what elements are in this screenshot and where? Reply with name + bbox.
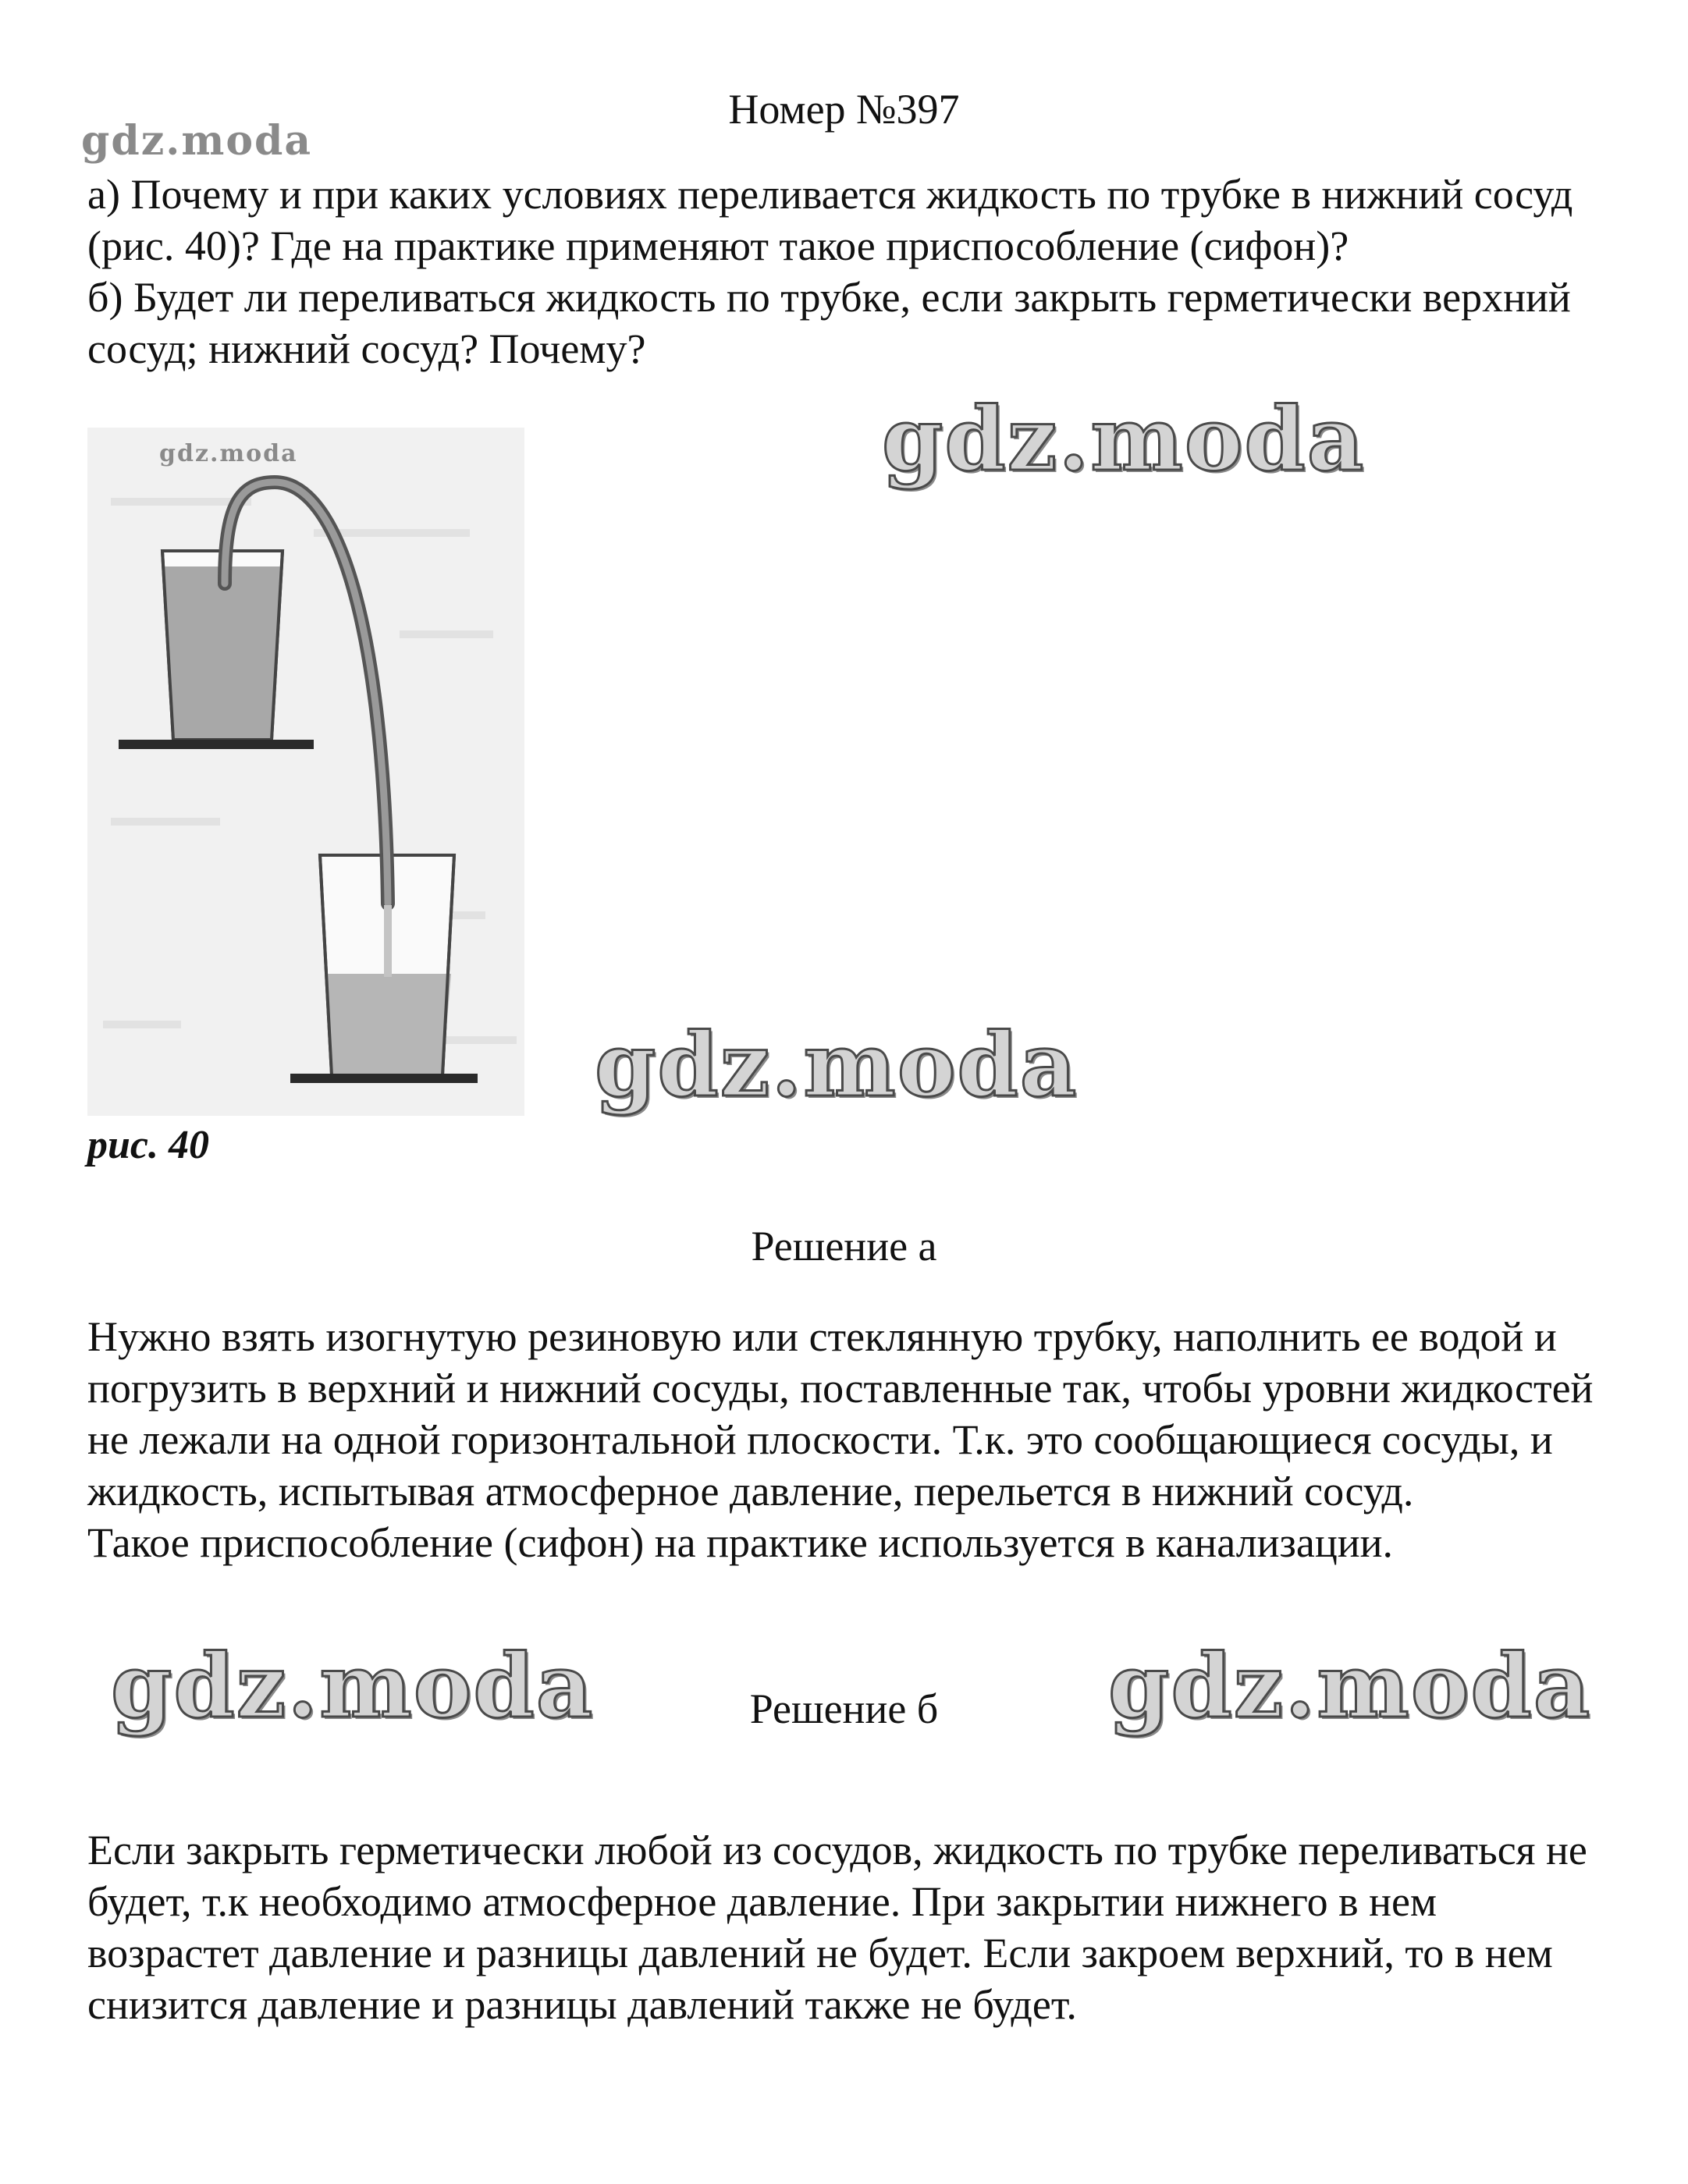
solution-a-heading: Решение а [751,1223,937,1270]
figure-caption: рис. 40 [87,1123,209,1167]
solution-a-paragraph-2: Такое приспособление (сифон) на практике используется в канализации. [87,1519,1394,1566]
watermark-large-3: gdz.moda [111,1635,595,1738]
watermark-top-left: gdz.moda [81,117,313,165]
question-part-a: а) Почему и при каких условиях переливается жидкость по трубке в нижний сосуд (рис. 40)? Где на практике применяют такое приспособление (сифон)? [87,171,1573,269]
watermark-large-4: gdz.moda [1108,1635,1592,1738]
solution-a-paragraph-1: Нужно взять изогнутую резиновую или стеклянную трубку, наполнить ее водой и погрузить в верхний и нижний сосуды, поставленные так, чтобы уровни жидкостей не лежали на одной горизонтальной плоскости. Т.к. это сообщающиеся сосуды, и жидкость, испытывая атмосферное давление, перельется в нижний сосуд. [87,1313,1594,1515]
solution-b-paragraph-1: Если закрыть герметически любой из сосудов, жидкость по трубке переливаться не будет, т.к необходимо атмосферное давление. При закрытии нижнего в нем возрастет давление и разницы давлений не будет. Если закроем верхний, то в нем снизится давление и разницы давлений также не будет. [87,1827,1587,2028]
watermark-large-2: gdz.moda [595,1014,1079,1117]
siphon-illustration [87,428,524,1116]
page-title: Номер №397 [728,86,960,133]
watermark-figure: gdz.moda [159,440,298,467]
siphon-figure [87,428,524,1116]
watermark-large-1: gdz.moda [882,389,1366,491]
solution-b-block [87,1824,1617,2030]
question-part-b: б) Будет ли переливаться жидкость по трубке, если закрыть герметически верхний сосуд; нижний сосуд? Почему? [87,274,1571,372]
solution-a-block [87,1311,1617,1568]
question-block [87,169,1617,375]
solution-b-heading: Решение б [749,1685,939,1732]
